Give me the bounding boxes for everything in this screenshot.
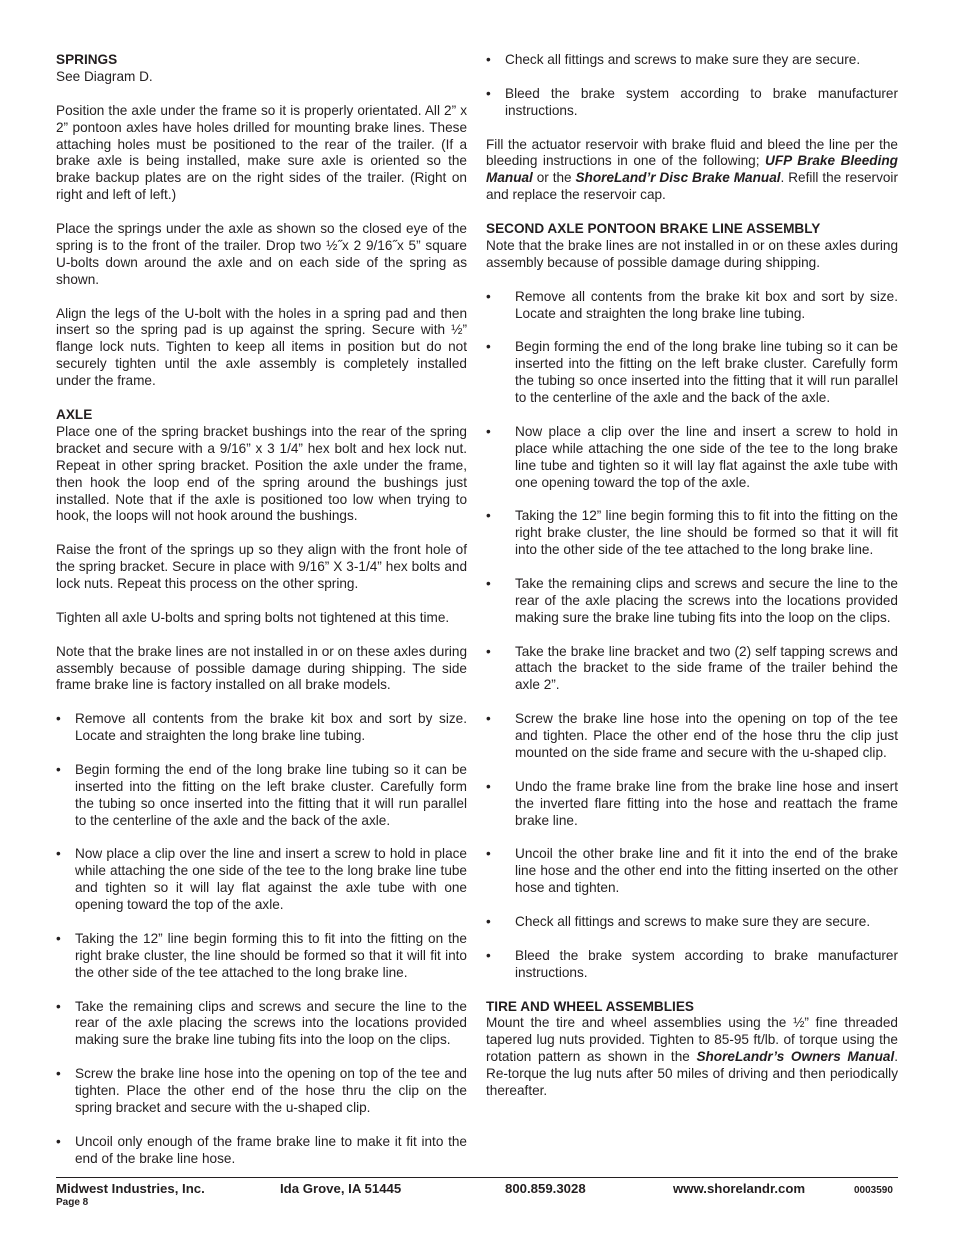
list-item: • Take the brake line bracket and two (2) self tapping screws and attach the bracket to the side frame of the trailer behind the axle 2”. [486, 643, 898, 693]
right-column [486, 52, 898, 1100]
second-axle-note: Note that the brake lines are not installed in or on these axles during assembly because of possible damage during shipping. [486, 237, 898, 270]
right-top-bullet-list [486, 52, 898, 120]
footer-city: Ida Grove, IA 51445 [280, 1181, 402, 1196]
bullet-icon: • [56, 930, 61, 946]
list-item: • Bleed the brake system according to brake manufacturer instructions. [486, 85, 898, 118]
footer-doc-code: 0003590 [854, 1185, 893, 1196]
list-item: • Begin forming the end of the long brake line tubing so it can be inserted into the fitting on the left brake cluster. Carefully form the tubing so once inserted into the fitting that it will run parallel to the centerline of the axle and the back of the axle. [56, 761, 467, 828]
bullet-icon: • [56, 1066, 61, 1082]
list-item: • Undo the frame brake line from the brake line hose and insert the inverted flare fitting into the hose and reattach the frame brake line. [486, 778, 898, 828]
list-item: • Now place a clip over the line and insert a screw to hold in place while attaching the one side of the tee to the long brake line tube and tighten so it will lay flat against the axle tube with one opening toward the top of the axle. [486, 423, 898, 490]
right-bullet-list [486, 289, 898, 982]
bullet-icon: • [56, 846, 61, 862]
bullet-icon: • [56, 998, 61, 1014]
page-number: Page 8 [56, 1197, 89, 1208]
axle-paragraph-1: Place one of the spring bracket bushings into the rear of the spring bracket and secure with a 9/16” x 3 1/4” hex bolt and hex lock nut. Repeat in other spring bracket. Position the axle under the frame, then hook the loop end of the spring around the bushings just installed. Note that if the axle is positioned too low when trying to hook, the loops will not hook around the bushings. [56, 423, 467, 524]
tire-paragraph: Mount the tire and wheel assemblies using the ½” fine threaded tapered lug nuts provided. Tighten to 85-95 ft/lb. of torque using the rotation pattern as shown in the ShoreLandr’s Owners Manual. Re-torque the lug nuts after 50 miles of driving and then periodically thereafter. [486, 1015, 899, 1099]
list-item: • Remove all contents from the brake kit box and sort by size. Locate and straighten the long brake line tubing. [56, 711, 467, 744]
footer-website: www.shorelandr.com [673, 1181, 806, 1196]
list-item: • Begin forming the end of the long brake line tubing so it can be inserted into the fitting on the left brake cluster. Carefully form the tubing so once inserted into the fitting that it will run parallel to the centerline of the axle and the back of the axle. [486, 339, 898, 406]
bullet-icon: • [486, 508, 491, 524]
axle-paragraph-2: Raise the front of the springs up so they align with the front hole of the spring bracket. Secure in place with 9/16” X 3-1/4” hex bolts and lock nuts. Repeat this process on the other spring. [56, 542, 467, 592]
footer-divider [56, 1177, 898, 1178]
bullet-icon: • [486, 575, 491, 591]
second-axle-heading: SECOND AXLE PONTOON BRAKE LINE ASSEMBLY [486, 221, 821, 237]
bullet-icon: • [486, 85, 491, 101]
list-item: • Taking the 12” line begin forming this to fit into the fitting on the right brake cluster, the line should be formed so that it will fit into the other side of the tee attached to the long brake line. [486, 508, 898, 558]
second-axle-section [486, 221, 898, 272]
bullet-icon: • [486, 339, 491, 355]
springs-paragraph-2: Place the springs under the axle as shown so the closed eye of the spring is to the front of the trailer. Drop two ½˝x 2 9/16˝x 5” square U-bolts down around the axle and on each side of the spring as shown. [56, 221, 467, 287]
springs-paragraph-3: Align the legs of the U-bolt with the holes in a spring pad and then insert so the spring pad is up against the spring. Secure with ½” flange lock nuts. Tighten to keep all items in position but do not securely tighten until the axle assembly is completely installed under the frame. [56, 305, 467, 389]
owners-manual-reference: ShoreLandr’s Owners Manual [696, 1049, 895, 1065]
list-item: • Bleed the brake system according to brake manufacturer instructions. [486, 947, 898, 980]
bullet-icon: • [486, 643, 491, 659]
list-item: • Screw the brake line hose into the opening on top of the tee and tighten. Place the other end of the hose thru the clip just mounted on the side frame and secure with the u-shaped clip. [486, 711, 898, 760]
ufp-manual-reference: UFP Brake Bleeding Manual [486, 153, 898, 186]
bullet-icon: • [486, 846, 491, 862]
list-item: • Check all fittings and screws to make sure they are secure. [486, 914, 871, 930]
list-item: • Take the remaining clips and screws and secure the line to the rear of the axle placing the screws into the locations provided making sure the brake line tubing fits into the loop on the clips. [486, 575, 898, 625]
bullet-icon: • [56, 761, 61, 777]
axle-paragraph-4: Note that the brake lines are not installed in or on these axles during assembly because of possible damage during shipping. The side frame brake line is factory installed on all brake models. [56, 643, 467, 693]
bullet-icon: • [486, 423, 491, 439]
tire-heading: TIRE AND WHEEL ASSEMBLIES [486, 998, 694, 1014]
disc-brake-manual-reference: ShoreLand’r Disc Brake Manual [575, 170, 781, 186]
bullet-icon: • [486, 288, 491, 304]
bullet-icon: • [56, 711, 61, 727]
list-item: • Remove all contents from the brake kit box and sort by size. Locate and straighten the long brake line tubing. [486, 288, 898, 321]
bullet-icon: • [486, 914, 491, 930]
bullet-icon: • [486, 711, 491, 727]
left-column [56, 52, 467, 1184]
bullet-icon: • [486, 947, 491, 963]
list-item: • Uncoil only enough of the frame brake line to make it fit into the end of the brake line hose. [56, 1133, 467, 1166]
springs-paragraph-1: Position the axle under the frame so it is properly orientated. All 2” x 2” pontoon axles have holes drilled for mounting brake lines. These attaching holes must be positioned to the rear of the trailer. (If a brake axle is being installed, make sure axle is oriented so the brake backup plates are on the right sides of the trailer. (Right on right and left of left.) [56, 102, 467, 203]
footer-phone: 800.859.3028 [505, 1181, 586, 1196]
list-item: • Screw the brake line hose into the opening on top of the tee and tighten. Place the other end of the hose thru the clip on the spring bracket and secure with the u-shaped clip. [56, 1066, 467, 1115]
list-item: • Take the remaining clips and screws and secure the line to the rear of the axle placing the screws into the locations provided making sure the brake line tubing fits into the loop on the clips. [56, 998, 467, 1048]
footer-company: Midwest Industries, Inc. [56, 1181, 205, 1196]
axle-section [56, 407, 467, 525]
bullet-icon: • [486, 778, 491, 794]
list-item: • Taking the 12” line begin forming this to fit into the fitting on the right brake cluster, the line should be formed so that it will fit into the other side of the tee attached to the long brake line. [56, 930, 467, 980]
axle-paragraph-3: Tighten all axle U-bolts and spring bolts not tightened at this time. [56, 609, 450, 625]
list-item: • Now place a clip over the line and insert a screw to hold in place while attaching the one side of the tee to the long brake line tube and tighten so it will lay flat against the axle tube with one opening toward the top of the axle. [56, 846, 467, 913]
list-item: • Uncoil the other brake line and fit it into the end of the brake line hose and the other end into the fitting inserted on the other hose and tighten. [486, 846, 898, 896]
springs-see-diagram: See Diagram D. [56, 68, 153, 84]
list-item: • Check all fittings and screws to make sure they are secure. [486, 52, 861, 67]
axle-heading: AXLE [56, 406, 93, 422]
fill-reservoir-paragraph: Fill the actuator reservoir with brake fluid and bleed the line per the bleeding instructions in one of the following; UFP Brake Bleeding Manual or the ShoreLand’r Disc Brake Manual. Refill the reservoir and replace the reservoir cap. [486, 136, 898, 203]
bullet-icon: • [486, 52, 491, 67]
tire-section [486, 999, 898, 1100]
springs-section [56, 52, 467, 86]
left-bullet-list [56, 711, 467, 1167]
springs-heading: SPRINGS [56, 52, 118, 67]
bullet-icon: • [56, 1133, 61, 1149]
